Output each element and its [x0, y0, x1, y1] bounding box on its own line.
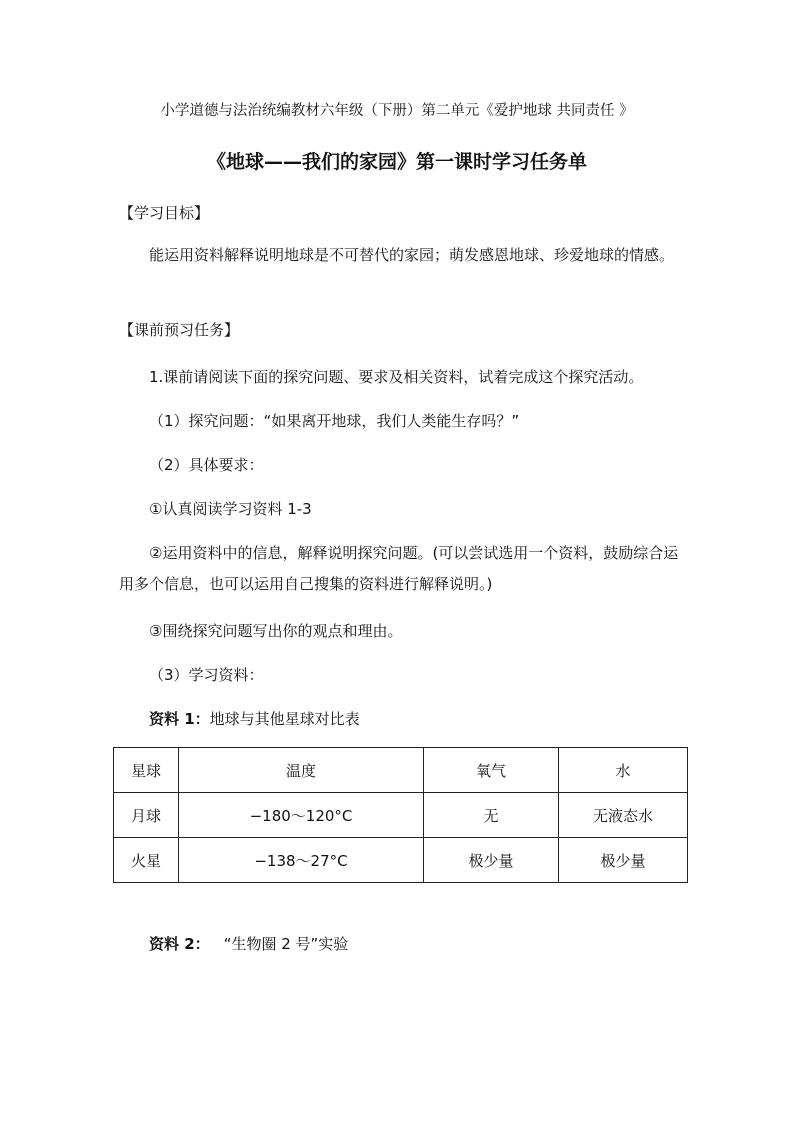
preview-task-1: 1.课前请阅读下面的探究问题、要求及相关资料，试着完成这个探究活动。 — [149, 368, 644, 386]
table-cell: 无液态水 — [559, 793, 688, 838]
preview-heading: 【课前预习任务】 — [119, 321, 240, 339]
document-subtitle: 小学道德与法治统编教材六年级（下册）第二单元《爱护地球 共同责任 》 — [160, 103, 634, 119]
objectives-heading: 【学习目标】 — [119, 204, 210, 222]
table-row — [114, 838, 688, 883]
requirement-2: ②运用资料中的信息，解释说明探究问题。(可以尝试选用一个资料，鼓励综合运用多个信息，也可以运用自己搜集的资料进行解释说明。) — [119, 544, 679, 593]
table-row — [114, 793, 688, 838]
table-cell: −180～120°C — [179, 793, 424, 838]
material-2-caption-line — [149, 934, 348, 954]
inquiry-question: （1）探究问题：“如果离开地球，我们人类能生存吗？” — [149, 412, 520, 430]
planet-comparison-table — [113, 747, 688, 883]
table-header-row — [114, 748, 688, 793]
material-2-label: 资料 2： — [149, 935, 210, 953]
table-cell: 极少量 — [559, 838, 688, 883]
requirements-heading: （2）具体要求： — [149, 456, 264, 474]
table-cell: 无 — [424, 793, 559, 838]
table-header-cell: 星球 — [114, 748, 179, 793]
material-1-caption-line — [149, 709, 360, 729]
table-cell: 火星 — [114, 838, 179, 883]
table-header-cell: 氧气 — [424, 748, 559, 793]
table-header-cell: 温度 — [179, 748, 424, 793]
material-2-caption: “生物圈 2 号”实验 — [223, 935, 349, 953]
objectives-text: 能运用资料解释说明地球是不可替代的家园；萌发感恩地球、珍爱地球的情感。 — [149, 246, 675, 264]
table-header-cell: 水 — [559, 748, 688, 793]
document-title: 《地球——我们的家园》第一课时学习任务单 — [206, 151, 587, 173]
table-cell: 月球 — [114, 793, 179, 838]
requirement-1: ①认真阅读学习资料 1-3 — [149, 500, 312, 518]
material-1-caption: 地球与其他星球对比表 — [209, 710, 360, 728]
table-cell: 极少量 — [424, 838, 559, 883]
material-1-label: 资料 1： — [149, 710, 210, 728]
table-cell: −138～27°C — [179, 838, 424, 883]
materials-heading: （3）学习资料： — [149, 666, 264, 684]
requirement-3: ③围绕探究问题写出你的观点和理由。 — [149, 622, 403, 640]
